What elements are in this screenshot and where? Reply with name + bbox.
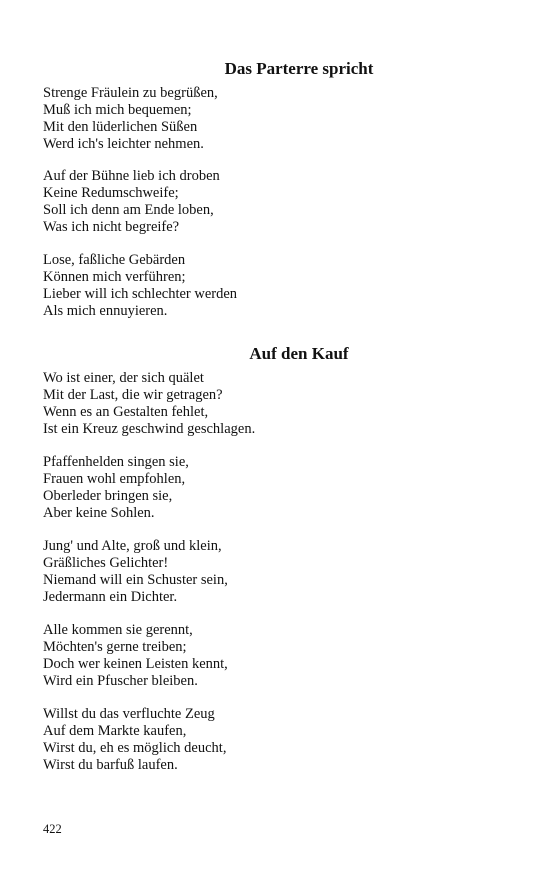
verse-line: Wirst du barfuß laufen. (43, 757, 178, 773)
verse-line: Alle kommen sie gerennt, (43, 622, 193, 638)
stanza (43, 538, 228, 606)
verse-line: Niemand will ein Schuster sein, (43, 572, 228, 588)
verse-line: Frauen wohl empfohlen, (43, 471, 186, 487)
verse-line: Können mich verführen; (43, 269, 186, 285)
stanza (43, 622, 228, 690)
verse-line: Keine Redumschweife; (43, 185, 179, 201)
verse-line: Wo ist einer, der sich quälet (43, 370, 204, 386)
verse-line: Wenn es an Gestalten fehlet, (43, 404, 209, 420)
verse-line: Mit der Last, die wir getragen? (43, 387, 223, 403)
poem-title: Das Parterre spricht (224, 59, 374, 78)
verse-line: Mit den lüderlichen Süßen (43, 119, 198, 135)
verse-line: Doch wer keinen Leisten kennt, (43, 656, 228, 672)
verse-line: Wird ein Pfuscher bleiben. (43, 673, 198, 689)
verse-line: Aber keine Sohlen. (43, 505, 155, 521)
verse-line: Was ich nicht begreife? (43, 219, 180, 235)
verse-line: Pfaffenhelden singen sie, (43, 454, 189, 470)
verse-line: Möchten's gerne treiben; (43, 639, 187, 655)
verse-line: Gräßliches Gelichter! (43, 555, 169, 571)
verse-line: Oberleder bringen sie, (43, 488, 173, 504)
verse-line: Willst du das verfluchte Zeug (43, 706, 215, 722)
verse-line: Wirst du, eh es möglich deucht, (43, 740, 227, 756)
page-number: 422 (43, 822, 62, 836)
verse-line: Strenge Fräulein zu begrüßen, (43, 85, 218, 101)
stanza (43, 370, 255, 438)
verse-line: Jung' und Alte, groß und klein, (43, 538, 222, 554)
verse-line: Als mich ennuyieren. (43, 303, 168, 319)
stanza (43, 252, 237, 320)
stanza (43, 85, 218, 153)
verse-line: Auf dem Markte kaufen, (43, 723, 187, 739)
stanza (43, 706, 226, 774)
verse-line: Werd ich's leichter nehmen. (43, 136, 204, 152)
verse-line: Muß ich mich bequemen; (43, 102, 192, 118)
verse-line: Lose, faßliche Gebärden (43, 252, 186, 268)
poem-title: Auf den Kauf (249, 344, 349, 363)
verse-line: Jedermann ein Dichter. (43, 589, 178, 605)
stanza (43, 168, 220, 236)
verse-line: Soll ich denn am Ende loben, (43, 202, 214, 218)
verse-line: Auf der Bühne lieb ich droben (43, 168, 220, 184)
verse-line: Ist ein Kreuz geschwind geschlagen. (43, 421, 256, 437)
verse-line: Lieber will ich schlechter werden (43, 286, 238, 302)
stanza (43, 454, 189, 522)
